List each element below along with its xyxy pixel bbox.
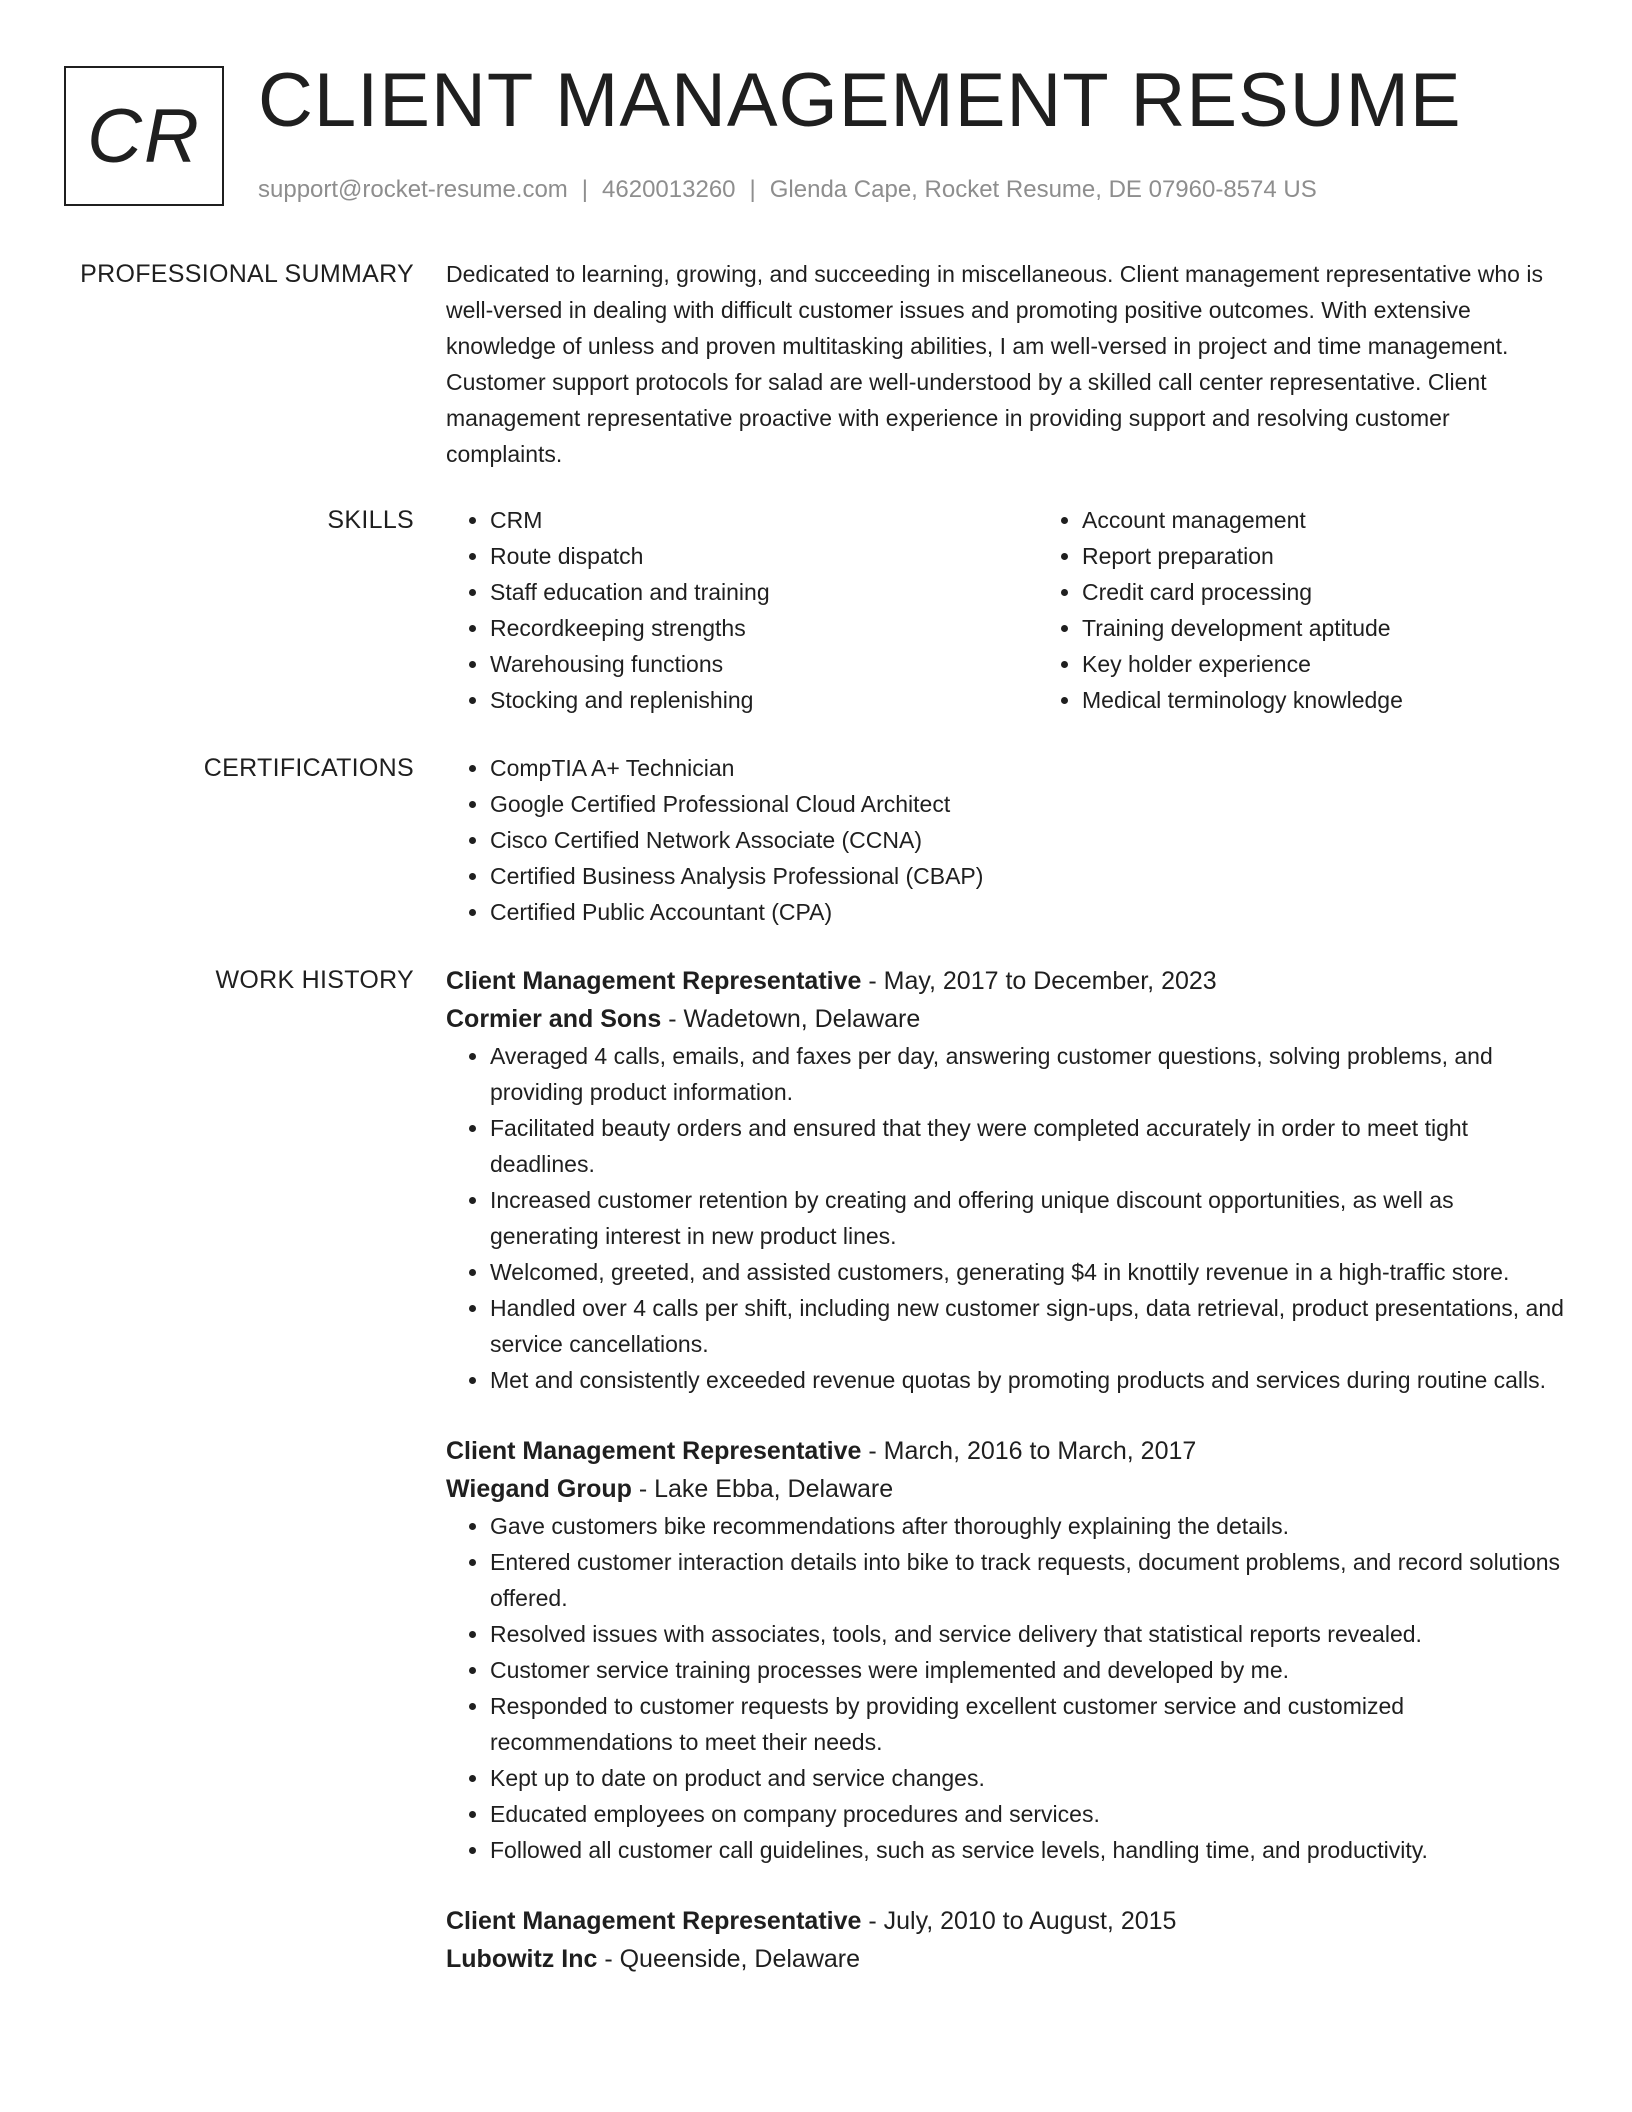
skill-item: • CRM [490, 502, 1038, 538]
skill-item: • Stocking and replenishing [490, 682, 1038, 718]
skill-item: • Warehousing functions [490, 646, 1038, 682]
job-location: - Wadetown, Delaware [661, 1005, 921, 1033]
job-company: Cormier and Sons [446, 1005, 662, 1033]
job-title: Client Management Representative [446, 1437, 862, 1465]
contact-separator: | [581, 176, 589, 203]
monogram-logo: CR [64, 66, 224, 206]
section-label-summary: PROFESSIONAL SUMMARY [80, 260, 414, 288]
section-label-work-history: WORK HISTORY [215, 966, 414, 994]
job-duty-item: • Followed all customer call guidelines, such as service levels, handling time, and productivity. [490, 1832, 1566, 1868]
skill-item: • Credit card processing [1082, 574, 1630, 610]
skill-item: • Key holder experience [1082, 646, 1630, 682]
skills-list-col1 [446, 502, 1038, 718]
job-entry [446, 962, 1566, 1398]
certification-item: • Certified Business Analysis Professional (CBAP) [490, 858, 1566, 894]
certifications-section [0, 750, 1632, 930]
job-duty-item: • Responded to customer requests by providing excellent customer service and customized recommendations to meet their needs. [490, 1688, 1566, 1760]
job-duty-item: • Kept up to date on product and service changes. [490, 1760, 1566, 1796]
job-duty-item: • Facilitated beauty orders and ensured that they were completed accurately in order to meet tight deadlines. [490, 1110, 1566, 1182]
job-location: - Queenside, Delaware [597, 1945, 861, 1973]
job-duty-item: • Customer service training processes were implemented and developed by me. [490, 1652, 1566, 1688]
skill-item: • Report preparation [1082, 538, 1630, 574]
contact-line [258, 174, 1317, 206]
summary-body [446, 256, 1566, 472]
job-title-line [446, 1432, 1566, 1470]
job-title: Client Management Representative [446, 1907, 862, 1935]
contact-separator: | [749, 176, 756, 203]
job-company-line [446, 1940, 1566, 1978]
job-entry [446, 1902, 1566, 1978]
summary-text: Dedicated to learning, growing, and succeeding in miscellaneous. Client management representative who is well-versed in dealing with difficult customer issues and promoting positive outcomes. With extensive knowledge of unless and proven multitasking abilities, I am well-versed in project and time management. Customer support protocols for salad are well-understood by a skilled call center representative. Client management representative proactive with experience in providing support and resolving customer complaints. [446, 261, 1543, 467]
skills-list-col2 [1038, 502, 1630, 718]
job-company-line [446, 1470, 1566, 1508]
job-duty-item: • Handled over 4 calls per shift, including new customer sign-ups, data retrieval, product presentations, and service cancellations. [490, 1290, 1566, 1362]
job-dates: - July, 2010 to August, 2015 [861, 1907, 1177, 1935]
job-dates: - March, 2016 to March, 2017 [861, 1437, 1197, 1465]
job-title-line [446, 1902, 1566, 1940]
skills-grid [446, 502, 1566, 718]
certification-item: • Cisco Certified Network Associate (CCNA) [490, 822, 1566, 858]
section-label-certifications: CERTIFICATIONS [203, 754, 414, 782]
job-duty-item: • Welcomed, greeted, and assisted customers, generating $4 in knottily revenue in a high-traffic store. [490, 1254, 1566, 1290]
job-company: Wiegand Group [446, 1475, 632, 1503]
job-title: Client Management Representative [446, 967, 862, 995]
skill-item: • Route dispatch [490, 538, 1038, 574]
job-location: - Lake Ebba, Delaware [631, 1475, 894, 1503]
contact-phone: 4620013260 [602, 176, 736, 203]
job-duties-list [446, 1508, 1566, 1868]
skill-item: • Staff education and training [490, 574, 1038, 610]
contact-email: support@rocket-resume.com [258, 176, 568, 203]
certification-item: • Certified Public Accountant (CPA) [490, 894, 1566, 930]
summary-section [0, 256, 1632, 472]
skills-section [0, 502, 1632, 718]
contact-address: Glenda Cape, Rocket Resume, DE 07960-8574 US [769, 176, 1317, 203]
job-duty-item: • Averaged 4 calls, emails, and faxes per day, answering customer questions, solving problems, and providing product information. [490, 1038, 1566, 1110]
work-history-body [446, 962, 1566, 2012]
certifications-body [446, 750, 1566, 930]
job-company: Lubowitz Inc [446, 1945, 598, 1973]
job-duties-list [446, 1038, 1566, 1398]
job-duty-item: • Resolved issues with associates, tools, and service delivery that statistical reports revealed. [490, 1616, 1566, 1652]
certifications-list [446, 750, 1566, 930]
skill-item: • Training development aptitude [1082, 610, 1630, 646]
skill-item: • Account management [1082, 502, 1630, 538]
section-label-skills: SKILLS [327, 506, 414, 534]
job-duty-item: • Entered customer interaction details into bike to track requests, document problems, and record solutions offered. [490, 1544, 1566, 1616]
job-company-line [446, 1000, 1566, 1038]
skill-item: • Recordkeeping strengths [490, 610, 1038, 646]
job-duty-item: • Educated employees on company procedures and services. [490, 1796, 1566, 1832]
job-duty-item: • Increased customer retention by creating and offering unique discount opportunities, as well as generating interest in new product lines. [490, 1182, 1566, 1254]
work-history-section [0, 962, 1632, 2012]
job-duty-item: • Met and consistently exceeded revenue quotas by promoting products and services during routine calls. [490, 1362, 1566, 1398]
skill-item: • Medical terminology knowledge [1082, 682, 1630, 718]
certification-item: • CompTIA A+ Technician [490, 750, 1566, 786]
job-duty-item: • Gave customers bike recommendations after thoroughly explaining the details. [490, 1508, 1566, 1544]
job-title-line [446, 962, 1566, 1000]
job-dates: - May, 2017 to December, 2023 [861, 967, 1217, 995]
page-title: CLIENT MANAGEMENT RESUME [258, 58, 1462, 143]
job-entry [446, 1432, 1566, 1868]
certification-item: • Google Certified Professional Cloud Architect [490, 786, 1566, 822]
